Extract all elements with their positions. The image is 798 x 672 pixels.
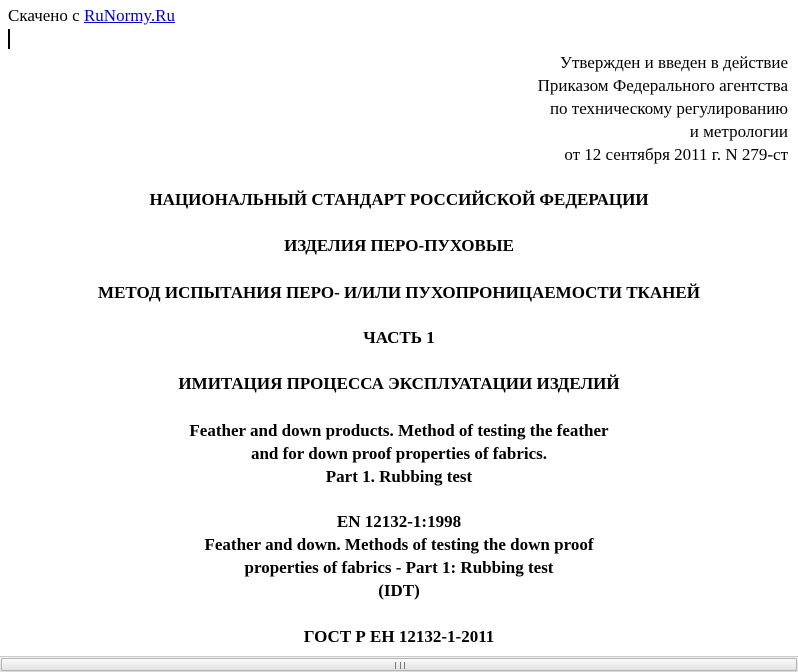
approval-line: по техническому регулированию	[549, 99, 788, 118]
gost-code-heading: ГОСТ Р ЕН 12132-1-2011	[303, 627, 495, 646]
english-title-line: Feather and down products. Method of testing the feather	[189, 421, 609, 440]
part-title-heading: ИМИТАЦИЯ ПРОЦЕССА ЭКСПЛУАТАЦИИ ИЗДЕЛИЙ	[178, 374, 620, 393]
english-title-block	[0, 419, 798, 488]
scrollbar-grip-icon	[395, 662, 405, 669]
approval-line: Утвержден и введен в действие	[559, 53, 788, 72]
download-prefix: Скачено с	[8, 6, 84, 25]
method-heading: МЕТОД ИСПЫТАНИЯ ПЕРО- И/ИЛИ ПУХОПРОНИЦАЕМОСТИ ТКАНЕЙ	[98, 283, 700, 302]
en-standard-block	[0, 510, 798, 602]
en-standard-line: (IDT)	[378, 581, 420, 600]
approval-line: от 12 сентября 2011 г. N 279-ст	[564, 145, 788, 164]
scrollbar-thumb[interactable]	[1, 658, 797, 671]
en-standard-line: EN 12132-1:1998	[336, 512, 462, 531]
text-cursor	[8, 29, 10, 49]
national-standard-heading: НАЦИОНАЛЬНЫЙ СТАНДАРТ РОССИЙСКОЙ ФЕДЕРАЦИИ	[149, 190, 649, 209]
en-standard-line: Feather and down. Methods of testing the down proof	[204, 535, 594, 554]
horizontal-scrollbar[interactable]	[0, 656, 798, 672]
download-source-line	[8, 6, 175, 26]
en-standard-line: properties of fabrics - Part 1: Rubbing test	[244, 558, 554, 577]
english-title-line: and for down proof properties of fabrics.	[250, 444, 548, 463]
approval-line: Приказом Федерального агентства	[537, 76, 788, 95]
english-title-line: Part 1. Rubbing test	[325, 467, 473, 486]
product-heading: ИЗДЕЛИЯ ПЕРО-ПУХОВЫЕ	[284, 236, 514, 255]
part-heading: ЧАСТЬ 1	[363, 328, 435, 347]
approval-line: и метрологии	[689, 122, 788, 141]
runormy-link[interactable]: RuNormy.Ru	[83, 6, 175, 25]
approval-block	[538, 51, 788, 166]
